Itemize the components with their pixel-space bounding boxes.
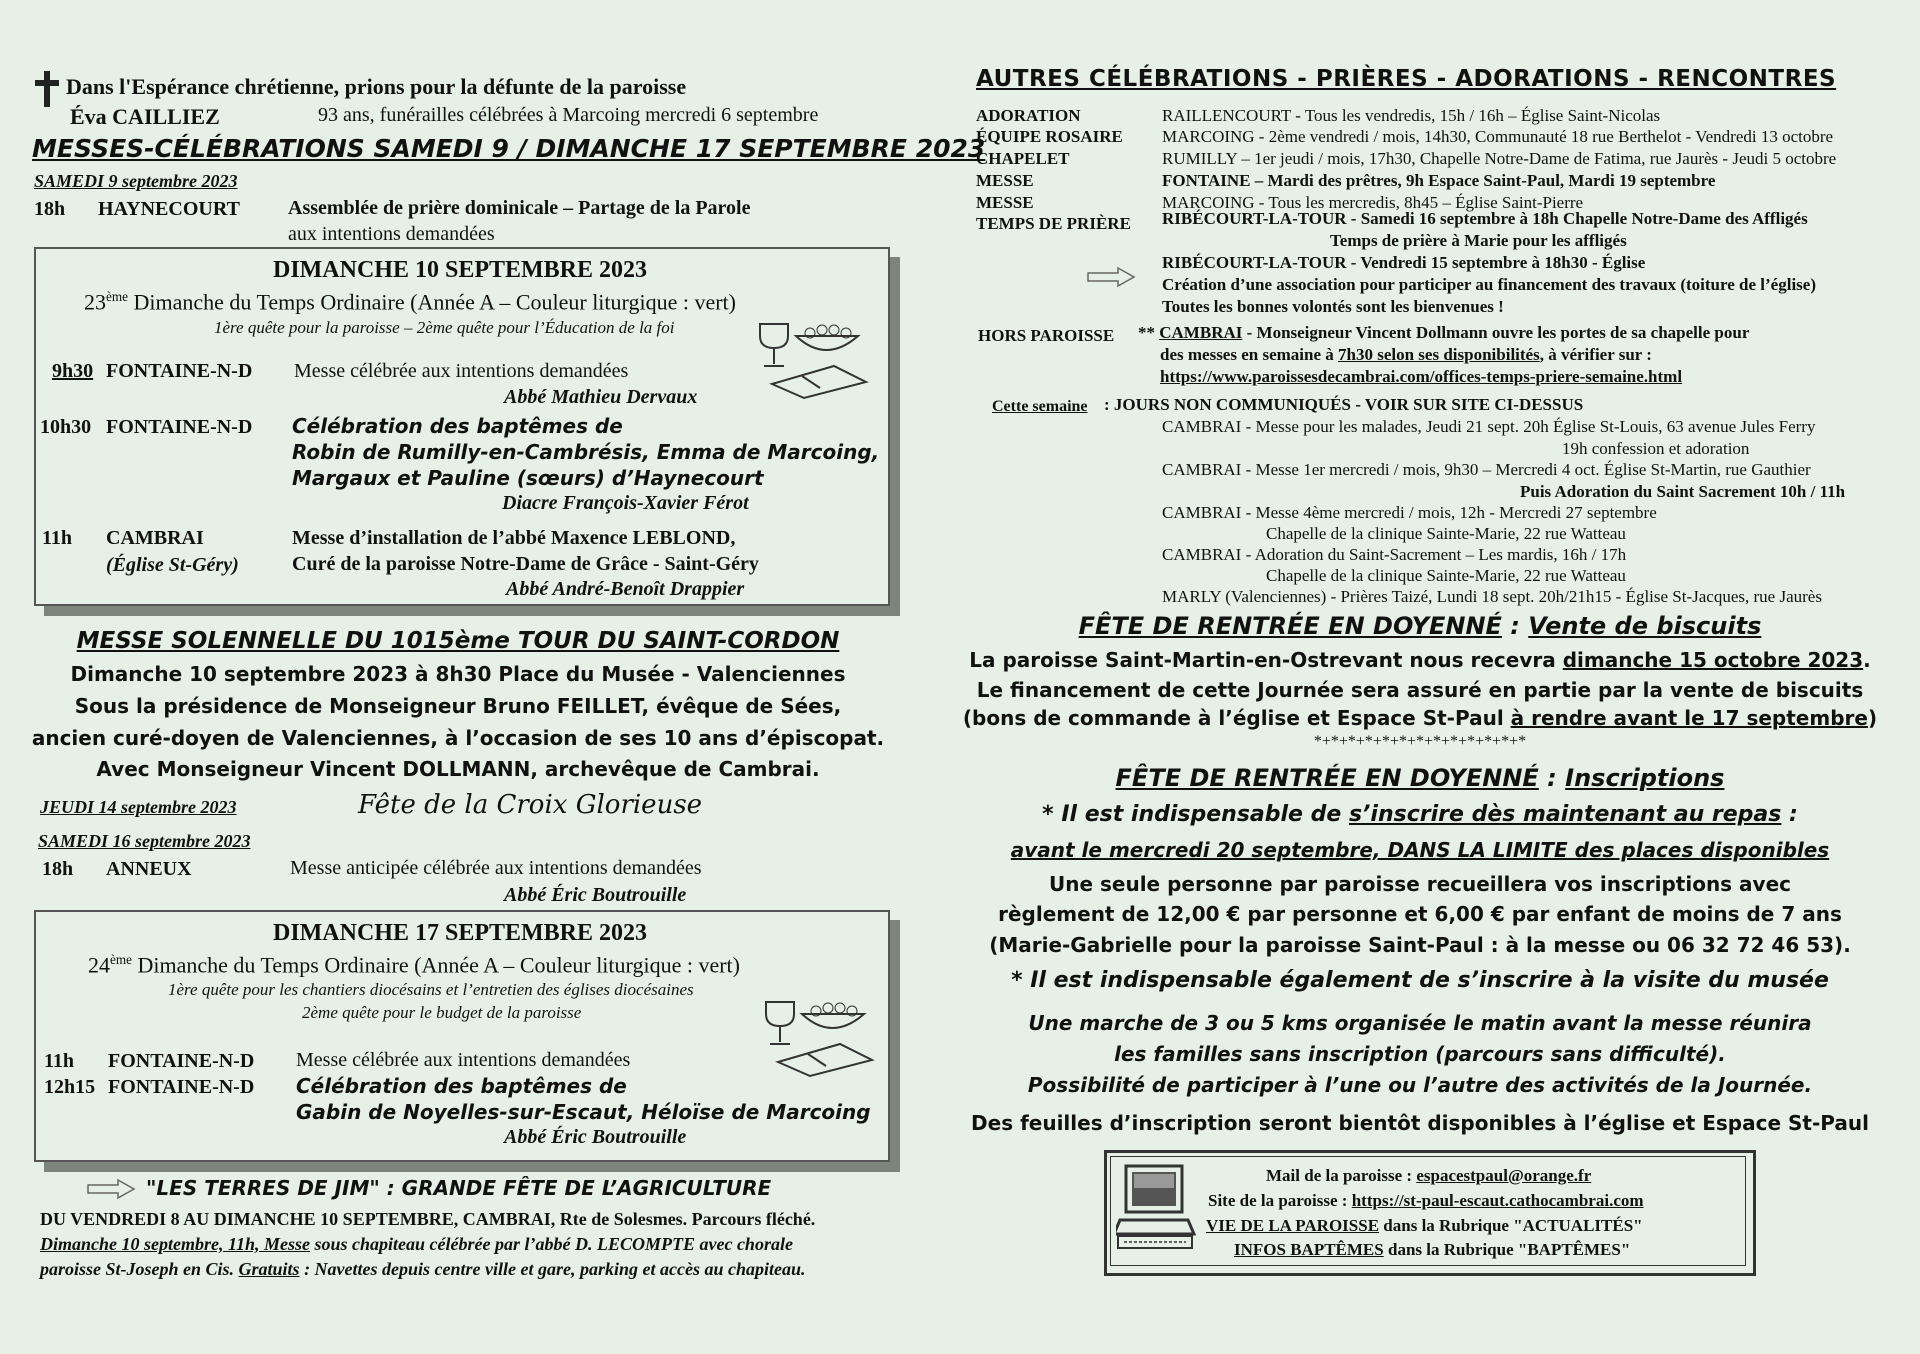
sun17-title: DIMANCHE 17 SEPTEMBRE 2023 — [272, 920, 648, 946]
sun17-e2-celebrant: Abbé Éric Boutrouille — [504, 1126, 687, 1148]
sun10-e2-line: Célébration des baptêmes de — [292, 414, 623, 438]
sun10-quete: 1ère quête pour la paroisse – 2ème quête pour l’Éducation de la foi — [214, 318, 675, 337]
sun10-e3-time: 11h — [42, 527, 73, 549]
obit-line: Dans l'Espérance chrétienne, prions pour la défunte de la paroisse — [66, 74, 687, 99]
fete2-title: FÊTE DE RENTRÉE EN DOYENNÉ : Inscriptions — [1115, 764, 1725, 792]
obit-name: Éva CAILLIEZ — [70, 104, 220, 129]
sun10-e1-time: 9h30 — [52, 360, 94, 382]
week-line: Puis Adoration du Saint Sacrement 10h / 11h — [1520, 482, 1846, 501]
week-line: MARLY (Valenciennes) - Prières Taizé, Lundi 18 sept. 20h/21h15 - Église St-Jacques, rue Jaurès — [1162, 587, 1822, 606]
sat16-celebrant: Abbé Éric Boutrouille — [504, 884, 687, 906]
obit-detail: 93 ans, funérailles célébrées à Marcoing mercredi 6 septembre — [318, 104, 819, 126]
row-text: MARCOING - 2ème vendredi / mois, 14h30, Communauté 18 rue Berthelot - Vendredi 13 octobre — [1162, 127, 1834, 146]
prayer-sub: Temps de prière à Marie pour les affligés — [1330, 231, 1627, 250]
sat9-date: SAMEDI 9 septembre 2023 — [34, 171, 238, 191]
thu14-feast: Fête de la Croix Glorieuse — [358, 790, 703, 820]
row-label: ADORATION — [976, 106, 1081, 125]
sun10-e2-time: 10h30 — [40, 416, 92, 438]
solemn-title: MESSE SOLENNELLE DU 1015ème TOUR DU SAINT-CORDON — [76, 628, 840, 654]
sun17-e1-place: FONTAINE-N-D — [108, 1050, 255, 1072]
week-line: CAMBRAI - Messe 1er mercredi / mois, 9h30 – Mercredi 4 oct. Église St-Martin, rue Gauthier — [1162, 460, 1811, 479]
mail-link[interactable]: espacestpaul@orange.fr — [1416, 1166, 1592, 1185]
row-text: RAILLENCOURT - Tous les vendredis, 15h / 16h – Église Saint-Nicolas — [1162, 106, 1661, 125]
fete1-line: (bons de commande à l’église et Espace St-Paul à rendre avant le 17 septembre) — [962, 706, 1878, 730]
arrow-right-icon — [1086, 266, 1136, 288]
hors-line: des messes en semaine à 7h30 selon ses disponibilités, à vérifier sur : — [1160, 345, 1652, 364]
cross-icon — [34, 70, 60, 108]
jim-line: Dimanche 10 septembre, 11h, Messe sous chapiteau célébrée par l’abbé D. LECOMPTE avec chorale — [40, 1234, 793, 1254]
sun10-e2-line: Margaux et Pauline (sœurs) d’Haynecourt — [292, 466, 764, 490]
jim-line: DU VENDREDI 8 AU DIMANCHE 10 SEPTEMBRE, CAMBRAI, Rte de Solesmes. Parcours fléché. — [40, 1209, 816, 1229]
jim-line: paroisse St-Joseph en Cis. Gratuits : Navettes depuis centre ville et gare, parking et accès au chapiteau. — [40, 1259, 806, 1279]
sun10-e1-place: FONTAINE-N-D — [106, 360, 253, 382]
fete1-line: La paroisse Saint-Martin-en-Ostrevant nous recevra dimanche 15 octobre 2023. — [969, 648, 1871, 672]
sun17-quete: 2ème quête pour le budget de la paroisse — [302, 1003, 582, 1022]
row-text: RIBÉCOURT-LA-TOUR - Samedi 16 septembre à 18h Chapelle Notre-Dame des Affligés — [1162, 209, 1808, 228]
main-title: MESSES-CÉLÉBRATIONS SAMEDI 9 / DIMANCHE 17 SEPTEMBRE 2023 — [32, 134, 986, 163]
sun17-e1-time: 11h — [44, 1050, 75, 1072]
row-label: ÉQUIPE ROSAIRE — [976, 127, 1123, 146]
computer-icon — [1116, 1162, 1196, 1258]
fete2-line: avant le mercredi 20 septembre, DANS LA LIMITE des places disponibles — [1010, 838, 1830, 862]
contact-news: VIE DE LA PAROISSE dans la Rubrique "ACTUALITÉS" — [1206, 1216, 1643, 1235]
solemn-line: ancien curé-doyen de Valenciennes, à l’occasion de ses 10 ans d’épiscopat. — [31, 726, 885, 750]
solemn-line: Sous la présidence de Monseigneur Bruno FEILLET, évêque de Sées, — [74, 694, 842, 718]
week-head: : JOURS NON COMMUNIQUÉS - VOIR SUR SITE CI-DESSUS — [1104, 395, 1584, 414]
sun10-e3-celebrant: Abbé André-Benoît Drappier — [506, 578, 745, 600]
fete2-line: Une seule personne par paroisse recueillera vos inscriptions avec — [1048, 872, 1792, 896]
sun10-e3-place: CAMBRAI — [106, 527, 204, 549]
hors-label: HORS PAROISSE — [978, 326, 1115, 345]
solemn-line: Dimanche 10 septembre 2023 à 8h30 Place du Musée - Valenciennes — [70, 662, 846, 686]
row-label: TEMPS DE PRIÈRE — [976, 214, 1131, 233]
sun17-quete: 1ère quête pour les chantiers diocésains et l’entretien des églises diocésaines — [168, 980, 694, 999]
fete2-line: Des feuilles d’inscription seront bientôt disponibles à l’église et Espace St-Paul — [971, 1111, 1869, 1135]
sat16-time: 18h — [42, 858, 74, 880]
sun10-e1-celebrant: Abbé Mathieu Dervaux — [504, 386, 698, 408]
arrow-right-icon — [86, 1178, 136, 1200]
sat16-desc: Messe anticipée célébrée aux intentions demandées — [290, 857, 702, 879]
chalice-bread-icon — [752, 318, 872, 400]
sun10-e2-line: Robin de Rumilly-en-Cambrésis, Emma de Marcoing, — [292, 440, 880, 464]
fete2-line: les familles sans inscription (parcours sans difficulté). — [1114, 1042, 1726, 1066]
sat9-desc: Assemblée de prière dominicale – Partage de la Parole — [288, 197, 751, 219]
hors-line: ** CAMBRAI - Monseigneur Vincent Dollmann ouvre les portes de sa chapelle pour — [1138, 323, 1750, 342]
ribecourt-line: RIBÉCOURT-LA-TOUR - Vendredi 15 septembre à 18h30 - Église — [1162, 253, 1646, 272]
right-title: AUTRES CÉLÉBRATIONS - PRIÈRES - ADORATIONS - RENCONTRES — [976, 66, 1837, 92]
sun10-e2-place: FONTAINE-N-D — [106, 416, 253, 438]
site-link[interactable]: https://st-paul-escaut.cathocambrai.com — [1351, 1191, 1644, 1210]
fete2-line: * Il est indispensable également de s’inscrire à la visite du musée — [1011, 968, 1829, 993]
week-line: 19h confession et adoration — [1562, 439, 1750, 458]
sat16-place: ANNEUX — [106, 858, 192, 880]
sun17-e2-time: 12h15 — [44, 1076, 96, 1098]
sun10-e3-line: Messe d’installation de l’abbé Maxence LEBLOND, — [292, 527, 736, 549]
contact-site: Site de la paroisse : https://st-paul-escaut.cathocambrai.com — [1208, 1191, 1644, 1210]
sun10-e1-desc: Messe célébrée aux intentions demandées — [294, 360, 629, 382]
fete2-line: Une marche de 3 ou 5 kms organisée le matin avant la messe réunira — [1028, 1011, 1812, 1035]
sun17-e2-line: Célébration des baptêmes de — [296, 1074, 627, 1098]
week-line: CAMBRAI - Messe pour les malades, Jeudi 21 sept. 20h Église St-Louis, 63 avenue Jules Ferry — [1162, 417, 1816, 436]
sun10-e3-church: (Église St-Géry) — [106, 554, 239, 576]
solemn-line: Avec Monseigneur Vincent DOLLMANN, archevêque de Cambrai. — [96, 757, 820, 781]
sun17-e2-place: FONTAINE-N-D — [108, 1076, 255, 1098]
thu14-date: JEUDI 14 septembre 2023 — [40, 797, 237, 817]
ribecourt-line: Toutes les bonnes volontés sont les bienvenues ! — [1162, 297, 1504, 316]
week-line: CAMBRAI - Messe 4ème mercredi / mois, 12h - Mercredi 27 septembre — [1162, 503, 1657, 522]
fete2-line: (Marie-Gabrielle pour la paroisse Saint-Paul : à la messe ou 06 32 72 46 53). — [989, 933, 1851, 957]
fete2-line: règlement de 12,00 € par personne et 6,00 € par enfant de moins de 7 ans — [998, 902, 1842, 926]
sun10-e3-line: Curé de la paroisse Notre-Dame de Grâce - Saint-Géry — [292, 553, 759, 575]
sat9-time: 18h — [34, 198, 66, 220]
sun10-subtitle: 23ème Dimanche du Temps Ordinaire (Année A – Couleur liturgique : vert) — [84, 289, 736, 315]
contact-mail: Mail de la paroisse : espacestpaul@orange.fr — [1266, 1166, 1592, 1185]
row-text: FONTAINE – Mardi des prêtres, 9h Espace Saint-Paul, Mardi 19 septembre — [1162, 171, 1716, 190]
contact-baptism: INFOS BAPTÊMES dans la Rubrique "BAPTÊMES" — [1234, 1240, 1631, 1259]
fete1-line: Le financement de cette Journée sera assuré en partie par la vente de biscuits — [976, 678, 1864, 702]
fete1-title: FÊTE DE RENTRÉE EN DOYENNÉ : Vente de biscuits — [1078, 612, 1762, 640]
week-line: Chapelle de la clinique Sainte-Marie, 22 rue Watteau — [1266, 524, 1626, 543]
sun17-e1-desc: Messe célébrée aux intentions demandées — [296, 1049, 631, 1071]
sun17-e2-line: Gabin de Noyelles-sur-Escaut, Héloïse de Marcoing — [296, 1100, 871, 1124]
fete2-line: Possibilité de participer à l’une ou l’autre des activités de la Journée. — [1027, 1073, 1813, 1097]
fete1-stars: *+*+*+*+*+*+*+*+*+*+*+*+* — [1313, 733, 1527, 750]
row-label: MESSE — [976, 193, 1034, 212]
row-text: MARCOING - Tous les mercredis, 8h45 – Église Saint-Pierre — [1162, 193, 1584, 212]
sun17-subtitle: 24ème Dimanche du Temps Ordinaire (Année A – Couleur liturgique : vert) — [88, 952, 740, 978]
week-line: CAMBRAI - Adoration du Saint-Sacrement – Les mardis, 16h / 17h — [1162, 545, 1627, 564]
sun10-e2-celebrant: Diacre François-Xavier Férot — [502, 492, 749, 514]
chalice-bread-icon — [758, 996, 878, 1078]
row-label: CHAPELET — [976, 149, 1070, 168]
fete2-line: * Il est indispensable de s’inscrire dès maintenant au repas : — [1042, 802, 1798, 827]
hors-url[interactable]: https://www.paroissesdecambrai.com/offices-temps-priere-semaine.html — [1160, 367, 1683, 386]
sat16-date: SAMEDI 16 septembre 2023 — [38, 831, 251, 851]
jim-title: "LES TERRES DE JIM" : GRANDE FÊTE DE L’AGRICULTURE — [146, 1176, 772, 1200]
sat9-place: HAYNECOURT — [98, 198, 240, 220]
row-label: MESSE — [976, 171, 1034, 190]
row-text: RUMILLY – 1er jeudi / mois, 17h30, Chapelle Notre-Dame de Fatima, rue Jaurès - Jeudi 5 octobre — [1162, 149, 1837, 168]
week-label: Cette semaine — [992, 398, 1088, 415]
sat9-desc2: aux intentions demandées — [288, 223, 495, 245]
sun10-title: DIMANCHE 10 SEPTEMBRE 2023 — [272, 257, 648, 283]
ribecourt-line: Création d’une association pour participer au financement des travaux (toiture de l’église) — [1162, 275, 1816, 294]
week-line: Chapelle de la clinique Sainte-Marie, 22 rue Watteau — [1266, 566, 1626, 585]
